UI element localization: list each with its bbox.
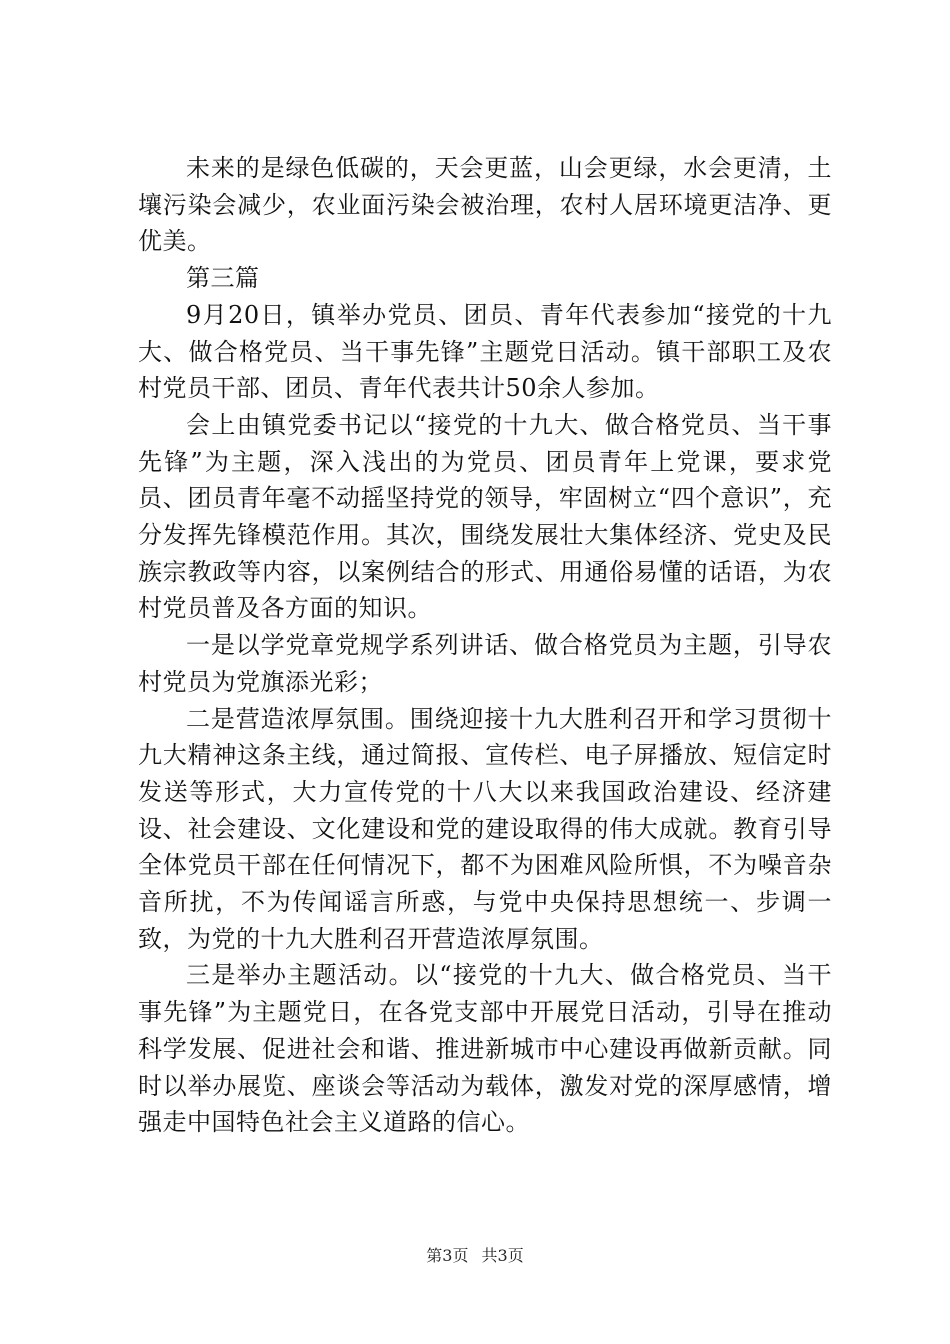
paragraph-point-three: 三是举办主题活动。以“接党的十九大、做合格党员、当干事先锋”为主题党日，在各党支部中开展党日活动，引导在推动科学发展、促进社会和谐、推进新城市中心建设再做新贡献。同时以举办展览、座谈会等活动为载体，激发对党的深厚感情，增强走中国特色社会主义道路的信心。 bbox=[138, 961, 832, 1137]
page-footer bbox=[0, 1243, 950, 1266]
paragraph-party-lecture: 会上由镇党委书记以“接党的十九大、做合格党员、当干事先锋”为主题，深入浅出的为党员、团员青年上党课，要求党员、团员青年毫不动摇坚持党的领导，牢固树立“四个意识”，充分发挥先锋模范作用。其次，围绕发展壮大集体经济、党史及民族宗教政等内容，以案例结合的形式、用通俗易懂的话语，为农村党员普及各方面的知识。 bbox=[138, 410, 832, 623]
paragraph-event-intro: 9月20日，镇举办党员、团员、青年代表参加“接党的十九大、做合格党员、当干事先锋”主题党日活动。镇干部职工及农村党员干部、团员、青年代表共计50余人参加。 bbox=[138, 300, 832, 403]
document-body bbox=[138, 150, 832, 1141]
page-total: 共3页 bbox=[481, 1246, 524, 1265]
paragraph-point-two: 二是营造浓厚氛围。围绕迎接十九大胜利召开和学习贯彻十九大精神这条主线，通过简报、宣传栏、电子屏播放、短信定时发送等形式，大力宣传党的十八大以来我国政治建设、经济建设、社会建设、文化建设和党的建设取得的伟大成就。教育引导全体党员干部在任何情况下，都不为困难风险所惧，不为噪音杂音所扰，不为传闻谣言所惑，与党中央保持思想统一、步调一致，为党的十九大胜利召开营造浓厚氛围。 bbox=[138, 704, 832, 953]
section-heading-part-three: 第三篇 bbox=[186, 264, 260, 293]
paragraph-point-one: 一是以学党章党规学系列讲话、做合格党员为主题，引导农村党员为党旗添光彩； bbox=[138, 631, 832, 696]
page-number: 第3页 bbox=[426, 1246, 469, 1265]
paragraph-closing-vision: 未来的是绿色低碳的，天会更蓝，山会更绿，水会更清，土壤污染会减少，农业面污染会被治理，农村人居环境更洁净、更优美。 bbox=[138, 154, 832, 256]
